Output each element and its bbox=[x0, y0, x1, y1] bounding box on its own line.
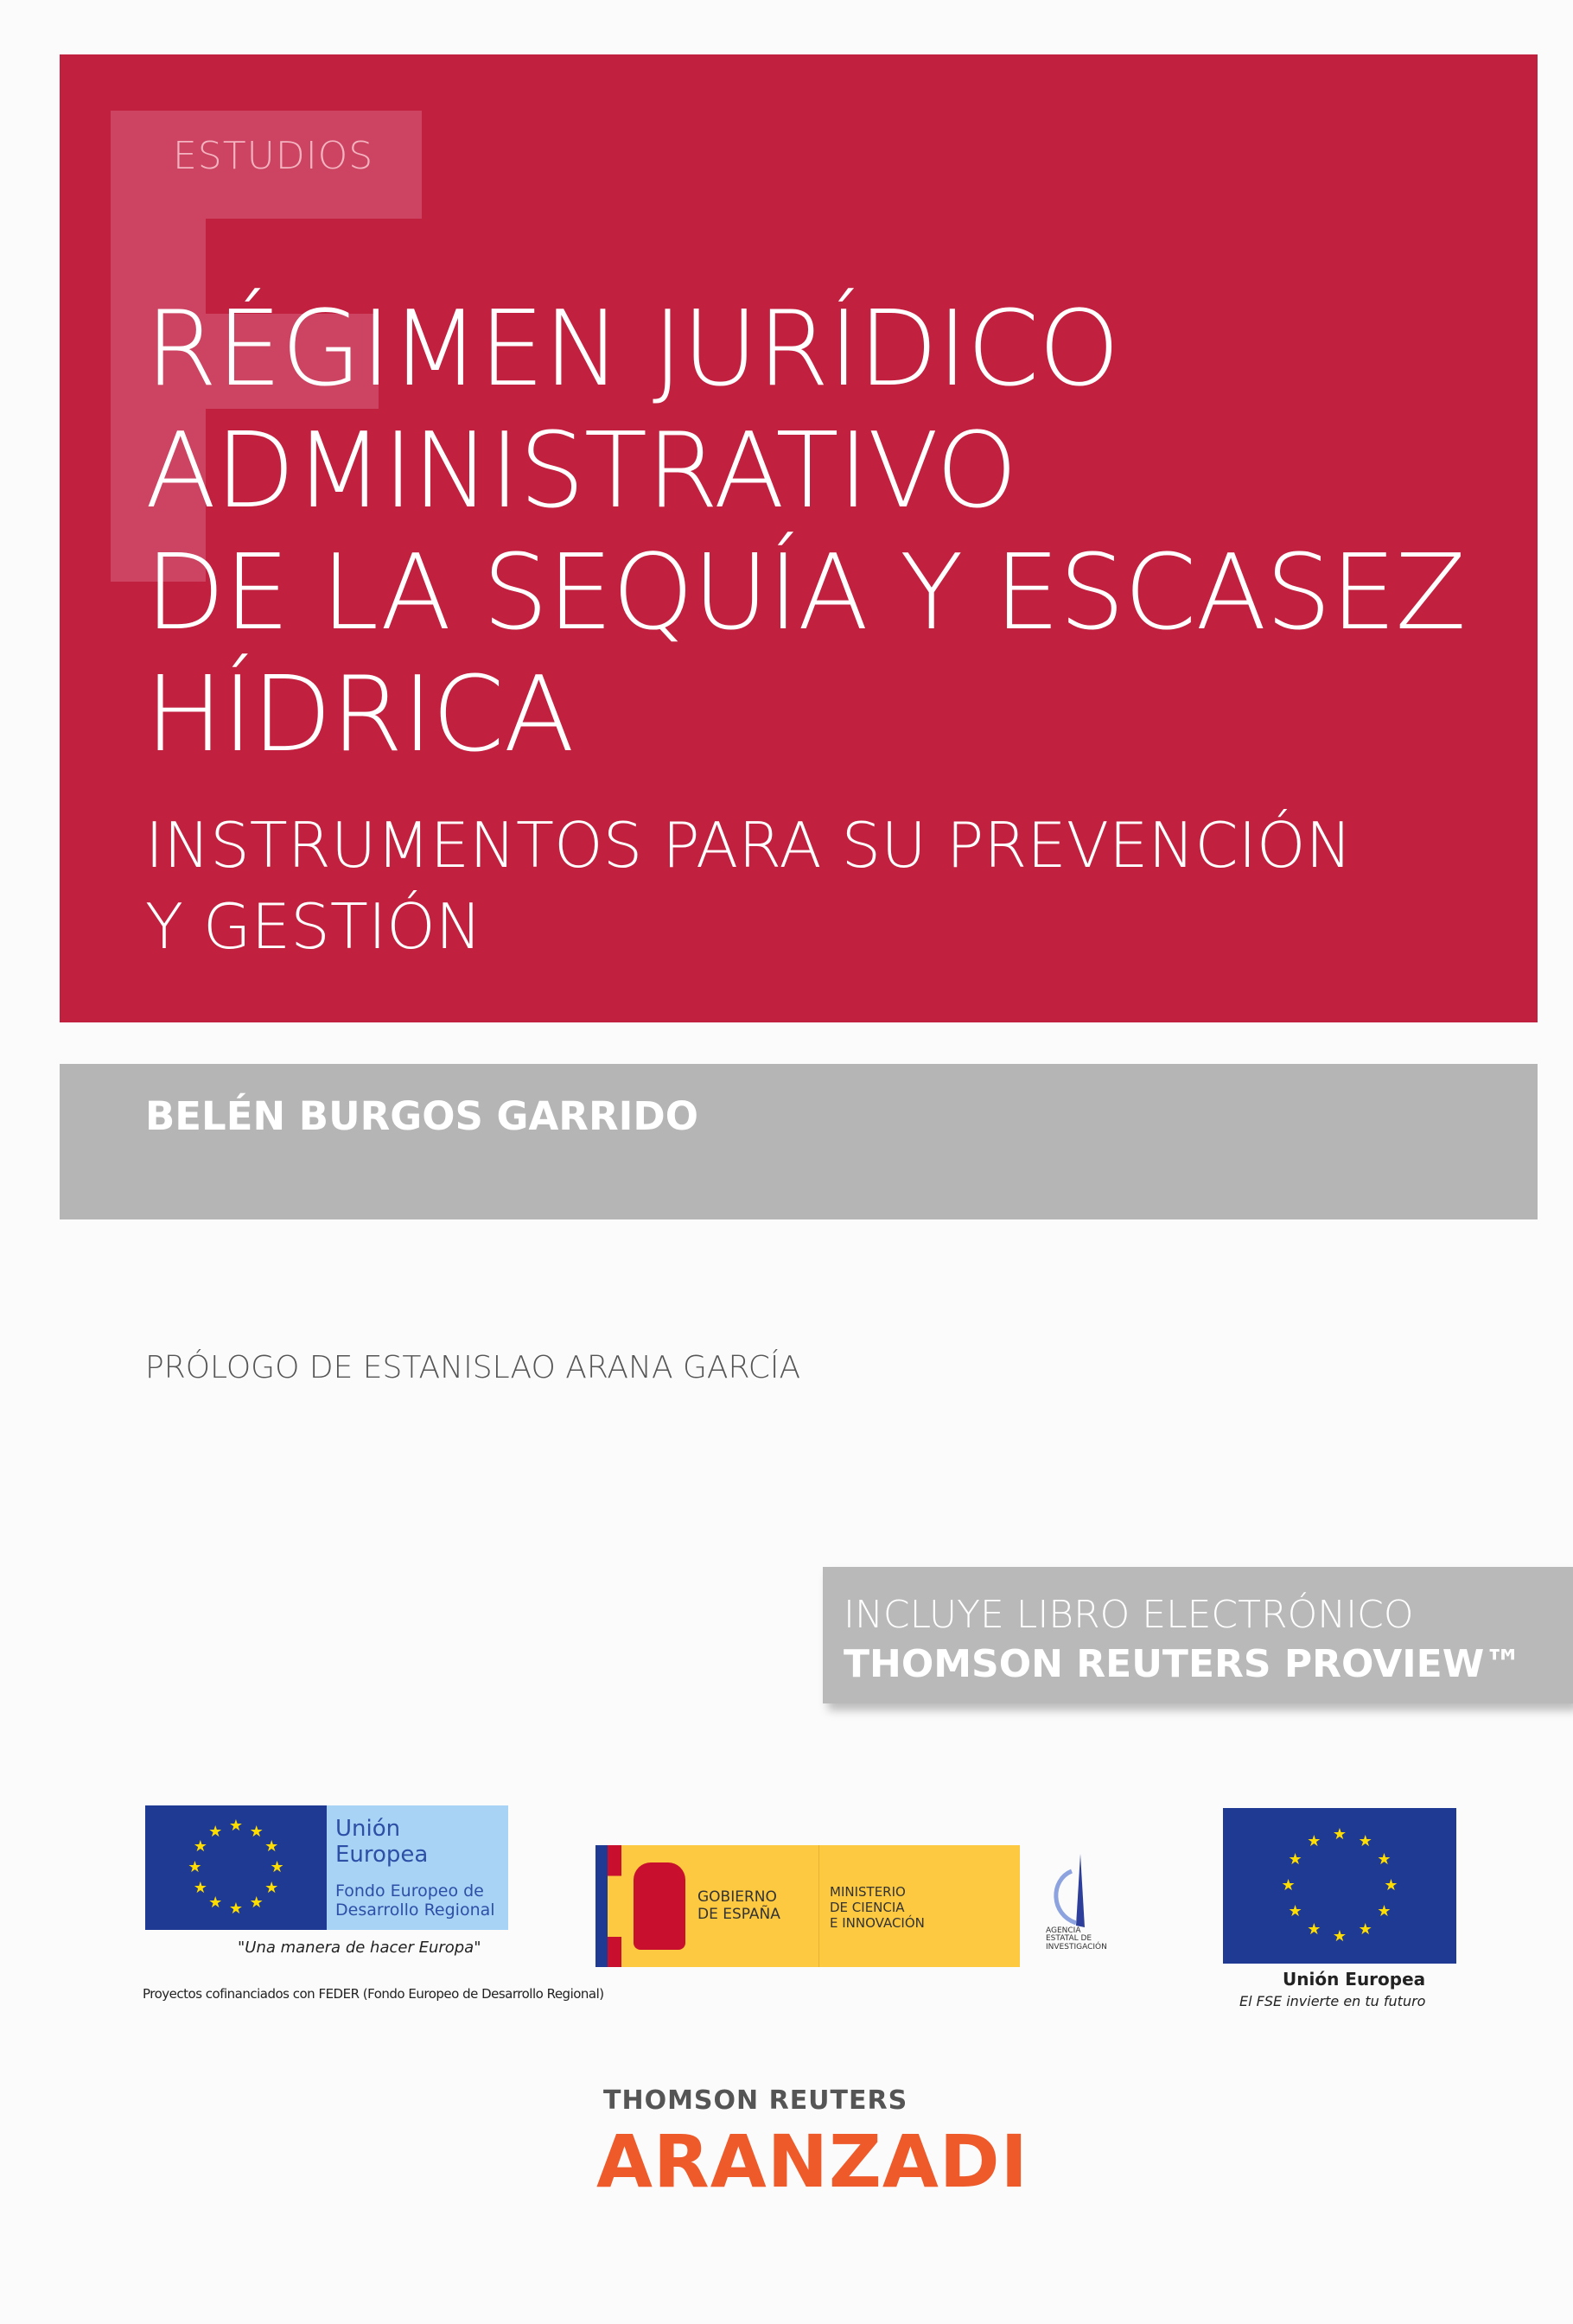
star-icon: ★ bbox=[208, 1822, 223, 1841]
feder-logo bbox=[145, 1805, 508, 1930]
agency-line2: ESTATAL DE bbox=[1046, 1934, 1092, 1944]
min-line1: MINISTERIO bbox=[830, 1884, 906, 1900]
star-icon: ★ bbox=[1358, 1920, 1372, 1939]
title-line: RÉGIMEN JURÍDICO bbox=[145, 290, 1119, 410]
eu-flag-icon bbox=[1223, 1808, 1456, 1964]
agencia-logo-icon bbox=[1046, 1850, 1089, 1927]
agency-line1: AGENCIA bbox=[1046, 1926, 1081, 1935]
spain-government-logo bbox=[595, 1845, 1020, 1967]
aranzadi-logo: ARANZADI bbox=[596, 2119, 1028, 2204]
star-icon: ★ bbox=[1307, 1831, 1321, 1850]
author-name: BELÉN BURGOS GARRIDO bbox=[145, 1093, 698, 1139]
feder-sub1: Fondo Europeo de bbox=[335, 1881, 484, 1901]
agency-line3: INVESTIGACIÓN bbox=[1046, 1942, 1107, 1952]
feder-motto: "Una manera de hacer Europa" bbox=[238, 1939, 481, 1957]
subtitle-line: INSTRUMENTOS PARA SU PREVENCIÓN bbox=[145, 809, 1353, 882]
eu-flag-icon bbox=[145, 1805, 327, 1930]
star-icon: ★ bbox=[249, 1822, 264, 1841]
title-line: ADMINISTRATIVO bbox=[145, 411, 1017, 532]
feder-title: Unión Europea bbox=[335, 1816, 429, 1868]
star-icon: ★ bbox=[1288, 1901, 1302, 1920]
star-icon: ★ bbox=[249, 1894, 264, 1913]
eu-strip bbox=[595, 1845, 608, 1967]
coat-of-arms-icon bbox=[634, 1862, 685, 1950]
star-icon: ★ bbox=[193, 1878, 207, 1897]
fse-motto: El FSE invierte en tu futuro bbox=[1239, 1993, 1426, 2009]
author-band bbox=[60, 1064, 1538, 1219]
star-icon: ★ bbox=[1377, 1901, 1392, 1920]
star-icon: ★ bbox=[1377, 1850, 1392, 1869]
star-icon: ★ bbox=[264, 1878, 279, 1897]
gov-line1: GOBIERNO bbox=[697, 1888, 777, 1906]
min-line2: DE CIENCIA bbox=[830, 1900, 905, 1915]
star-icon: ★ bbox=[1307, 1920, 1321, 1939]
fse-title: Unión Europea bbox=[1283, 1969, 1426, 1990]
star-icon: ★ bbox=[264, 1837, 279, 1856]
series-label: ESTUDIOS bbox=[173, 134, 374, 178]
spain-flag-strip bbox=[608, 1845, 621, 1967]
proview-line2: THOMSON REUTERS PROVIEW™ bbox=[844, 1642, 1523, 1686]
star-icon: ★ bbox=[188, 1858, 202, 1876]
star-icon: ★ bbox=[1281, 1876, 1296, 1894]
star-icon: ★ bbox=[1384, 1876, 1398, 1894]
prologue-credit: PRÓLOGO DE ESTANISLAO ARANA GARCÍA bbox=[145, 1350, 801, 1385]
star-icon: ★ bbox=[1332, 1824, 1347, 1843]
min-line3: E INNOVACIÓN bbox=[830, 1915, 925, 1931]
star-icon: ★ bbox=[193, 1837, 207, 1856]
star-icon: ★ bbox=[228, 1899, 244, 1918]
star-icon: ★ bbox=[270, 1858, 284, 1876]
star-icon: ★ bbox=[1288, 1850, 1302, 1869]
star-icon: ★ bbox=[1358, 1831, 1372, 1850]
star-icon: ★ bbox=[228, 1817, 244, 1836]
title-line: DE LA SEQUÍA Y ESCASEZ bbox=[145, 533, 1466, 653]
proview-line1: INCLUYE LIBRO ELECTRÓNICO bbox=[844, 1593, 1414, 1637]
thomson-reuters-label: THOMSON REUTERS bbox=[603, 2085, 908, 2116]
feder-note: Proyectos cofinanciados con FEDER (Fondo Europeo de Desarrollo Regional) bbox=[143, 1986, 604, 2002]
feder-sub2: Desarrollo Regional bbox=[335, 1901, 495, 1920]
star-icon: ★ bbox=[208, 1894, 223, 1913]
star-icon: ★ bbox=[1332, 1927, 1347, 1946]
title-line: HÍDRICA bbox=[145, 655, 574, 775]
gov-line2: DE ESPAÑA bbox=[697, 1906, 780, 1923]
subtitle-line: Y GESTIÓN bbox=[145, 890, 482, 963]
